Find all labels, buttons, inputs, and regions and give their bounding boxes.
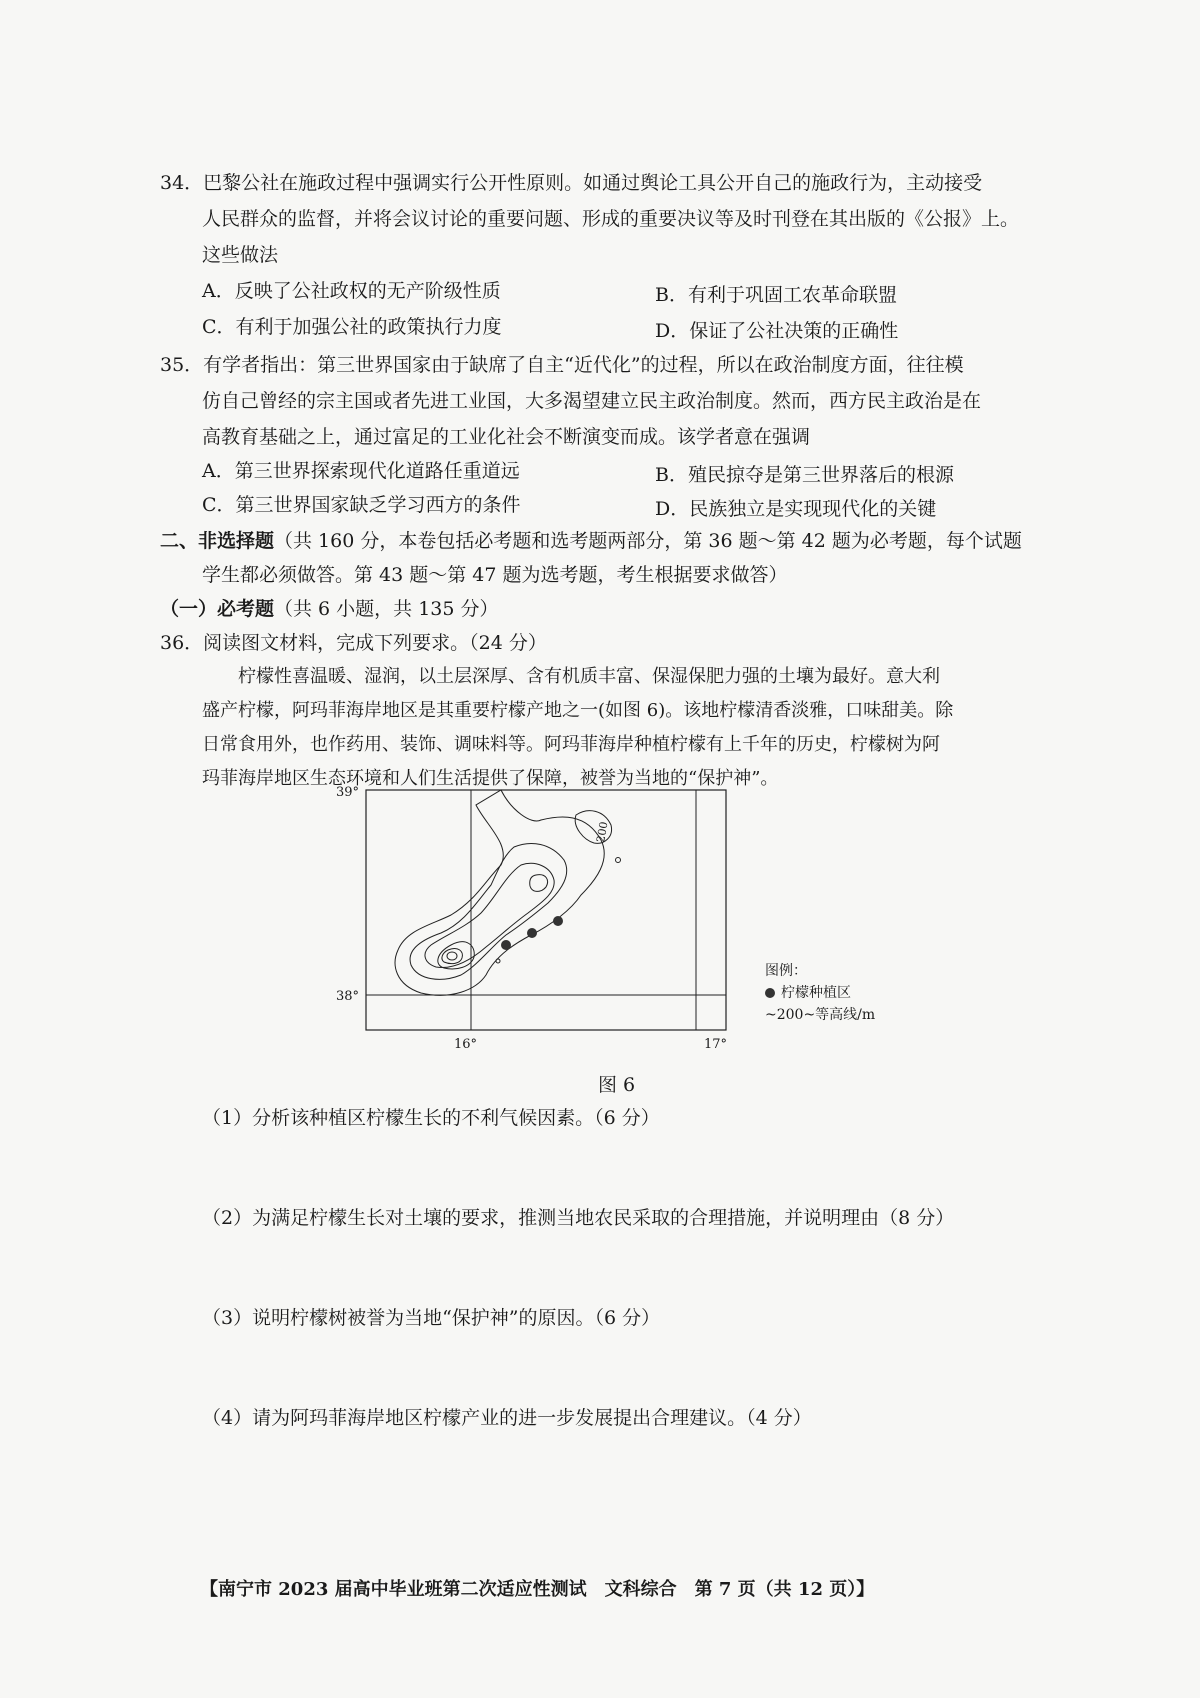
q36-sub-3: （3）说明柠檬树被誉为当地“保护神”的原因。（6 分）: [202, 1307, 661, 1329]
legend-lemon-label: 柠檬种植区: [781, 985, 851, 1001]
lat-38-label: 38°: [336, 989, 360, 1004]
q34-option-c: C．有利于加强公社的政策执行力度: [202, 316, 502, 338]
contour-200-label: 200: [594, 820, 611, 844]
q36-para-line-3: 日常食用外，也作药用、装饰、调味料等。阿玛菲海岸种植柠檬有上千年的历史，柠檬树为阿: [202, 734, 940, 755]
legend-lemon-row: [765, 982, 875, 1004]
lemon-area-2: [527, 928, 537, 938]
part1-heading: [160, 596, 499, 622]
map-frame: [366, 790, 726, 1030]
q36-title: 36．阅读图文材料，完成下列要求。（24 分）: [160, 632, 547, 654]
q34-option-d: D．保证了公社决策的正确性: [655, 320, 899, 342]
q35-option-d: D．民族独立是实现现代化的关键: [655, 498, 937, 520]
page-footer: 【南宁市 2023 届高中毕业班第二次适应性测试 文科综合 第 7 页（共 12 页）】: [200, 1579, 875, 1600]
q36-sub-1: （1）分析该种植区柠檬生长的不利气候因素。（6 分）: [202, 1107, 660, 1129]
q35-line-3: 高教育基础之上，通过富足的工业化社会不断演变而成。该学者意在强调: [202, 426, 811, 448]
lemon-areas: [501, 916, 563, 950]
q34-line-1: 34．巴黎公社在施政过程中强调实行公开性原则。如通过舆论工具公开自己的施政行为，主动接受: [160, 172, 983, 194]
q36-para-line-2: 盛产柠檬，阿玛菲海岸地区是其重要柠檬产地之一(如图 6)。该地柠檬清香淡雅，口味甜美。除: [202, 700, 954, 721]
section2-title: 二、非选择题: [160, 530, 275, 552]
section2-desc: （共 160 分，本卷包括必考题和选考题两部分，第 36 题～第 42 题为必考题，每个试题: [274, 530, 1022, 552]
q35-line-1: 35．有学者指出：第三世界国家由于缺席了自主“近代化”的过程，所以在政治制度方面，往往模: [160, 354, 964, 376]
map-legend: [765, 960, 875, 1026]
lemon-area-3: [553, 916, 563, 926]
lon-16-label: 16°: [454, 1037, 478, 1052]
q34-line-3: 这些做法: [202, 244, 279, 266]
lemon-area-1: [501, 940, 511, 950]
coastline: [395, 790, 604, 995]
q36-sub-2: （2）为满足柠檬生长对土壤的要求，推测当地农民采取的合理措施，并说明理由（8 分）: [202, 1207, 955, 1229]
part1-title: （一）必考题: [160, 598, 275, 620]
lemon-icon: [765, 988, 775, 998]
lat-39-label: 39°: [336, 785, 360, 800]
contour-lines: [395, 790, 611, 995]
q36-sub-4: （4）请为阿玛菲海岸地区柠檬产业的进一步发展提出合理建议。（4 分）: [202, 1407, 812, 1429]
part1-desc: （共 6 小题，共 135 分）: [274, 598, 499, 620]
figure-6-caption: 图 6: [598, 1074, 636, 1096]
contour-hill-ne: [530, 875, 548, 892]
q36-para-line-1: 柠檬性喜温暖、湿润，以土层深厚、含有机质丰富、保湿保肥力强的土壤为最好。意大利: [238, 666, 940, 687]
section2-line-2: 学生都必须做答。第 43 题～第 47 题为选考题，考生根据要求做答）: [202, 564, 788, 586]
islet-ne: [616, 858, 621, 863]
q35-option-b: B．殖民掠夺是第三世界落后的根源: [655, 464, 954, 486]
contour-peak-inner: [447, 952, 457, 960]
section2-heading: [160, 528, 1022, 554]
contour-200: [410, 843, 567, 979]
q35-option-a: A．第三世界探索现代化道路任重道远: [202, 460, 520, 482]
lon-17-label: 17°: [704, 1037, 728, 1052]
q34-line-2: 人民群众的监督，并将会议讨论的重要问题、形成的重要决议等及时刊登在其出版的《公报》上。: [202, 208, 1020, 230]
q34-option-b: B．有利于巩固工农革命联盟: [655, 284, 897, 306]
q34-option-a: A．反映了公社政权的无产阶级性质: [202, 280, 501, 302]
q35-line-2: 仿自己曾经的宗主国或者先进工业国，大多渴望建立民主政治制度。然而，西方民主政治是在: [202, 390, 982, 412]
legend-title: 图例：: [765, 963, 807, 979]
contour-peak-mid: [442, 949, 462, 964]
island-dot: [496, 959, 500, 963]
q35-option-c: C．第三世界国家缺乏学习西方的条件: [202, 494, 521, 516]
q36-para-line-4: 玛菲海岸地区生态环境和人们生活提供了保障，被誉为当地的“保护神”。: [202, 768, 779, 789]
legend-contour-label: ~200~等高线/m: [765, 1007, 876, 1023]
